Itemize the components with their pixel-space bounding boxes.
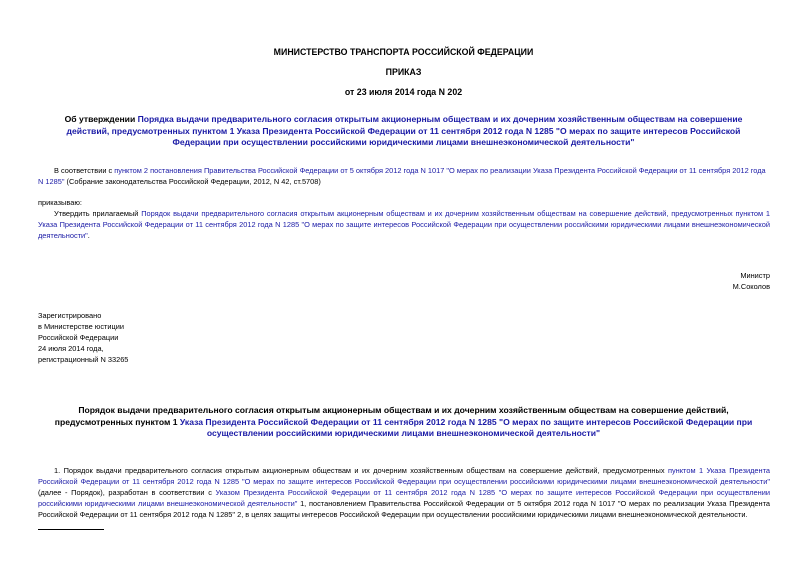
doc-type-heading: ПРИКАЗ	[385, 67, 422, 77]
registration-line: Российской Федерации	[38, 333, 119, 342]
registration-line: 24 июля 2014 года,	[38, 344, 104, 353]
section-title-part1: Порядок выдачи предварительного согласия открытым акционерным обществам и их дочерним хозяйственным обществам на совершение действий,	[78, 405, 729, 415]
doc-date-number: от 23 июля 2014 года N 202	[344, 87, 463, 97]
title-prefix: Об утверждении	[64, 114, 138, 124]
registration-block	[38, 310, 128, 365]
section-title-link[interactable]: Указа Президента Российской Федерации от 11 сентября 2012 года N 1285 "О мерах по защите интересов Российской Федерации при осуществлении российскими юридическими лицами внешнеэкономической деятельности"	[179, 416, 753, 438]
section-title-prefix: предусмотренных пунктом 1	[54, 416, 180, 427]
registration-line: в Министерстве юстиции	[38, 322, 125, 331]
signature-name: М.Соколов	[732, 282, 770, 291]
paragraph-1-link-1[interactable]: пунктом 1 Указа Президента Российской Федерации от 11 сентября 2012 года N 1285 "О мерах по защите интересов Российской Федерации при осуществлении российскими юридическими лицами внешнеэкономической деятельности"	[38, 466, 770, 486]
preamble-paragraph	[38, 165, 770, 187]
document-title	[52, 114, 755, 149]
paragraph-1-prefix: 1. Порядок выдачи предварительного согласия открытым акционерным обществам и их дочерним хозяйственным обществам на совершение действий, предусмотренных	[54, 466, 668, 475]
paragraph-1-suffix: 2, в целях защиты интересов Российской Федерации при осуществлении российскими юридическими лицами внешнеэкономической деятельности.	[235, 510, 748, 519]
paragraph-1-mid-2: 1, постановлением Правительства Российской Федерации от 5 октября 2012 года N 1017 "О мерах по реализации Указа Президента Российской Федерации от 11 сентября 2012 года N 1285"	[38, 499, 771, 519]
preamble-suffix: (Собрание законодательства Российской Федерации, 2012, N 42, ст.5708)	[64, 177, 321, 186]
registration-line: регистрационный N 33265	[38, 355, 129, 364]
signature-position: Министр	[740, 271, 770, 280]
order-suffix: .	[87, 231, 90, 240]
order-paragraph	[38, 208, 770, 241]
paragraph-1	[38, 465, 770, 520]
paragraph-1-mid-1: (далее - Порядок), разработан в соответствии с	[38, 488, 216, 497]
title-link[interactable]: Порядка выдачи предварительного согласия открытым акционерным обществам и их дочерним хозяйственным обществам на совершение действий, предусмотренных пунктом 1 Указа Президента Российской Федерации от 11 сентября 2012 года N 1285 "О мерах по защите интересов Российской Федерации при осуществлении российскими юридическими лицами внешнеэкономической деятельности"	[66, 114, 743, 147]
preamble-prefix: В соответствии с	[54, 166, 115, 175]
order-label: приказываю:	[38, 198, 82, 207]
order-prefix: Утвердить прилагаемый	[54, 209, 142, 218]
preamble-link[interactable]: пунктом 2 постановления Правительства Российской Федерации от 5 октября 2012 года N 1017 "О мерах по реализации Указа Президента Российской Федерации от 11 сентября 2012 года N 1285"	[38, 166, 766, 186]
registration-line: Зарегистрировано	[38, 311, 102, 320]
order-link[interactable]: Порядок выдачи предварительного согласия открытым акционерным обществам и их дочерним хозяйственным обществам на совершение действий, предусмотренных пунктом 1 Указа Президента Российской Федерации от 11 сентября 2012 года N 1285 "О мерах по защите интересов Российской Федерации при осуществлении российскими юридическими лицами внешнеэкономической деятельности"	[38, 209, 771, 240]
paragraph-1-link-2[interactable]: Указом Президента Российской Федерации от 11 сентября 2012 года N 1285 "О мерах по защите интересов Российской Федерации при осуществлении российскими юридическими лицами внешнеэкономической деятельности"	[38, 488, 770, 508]
ministry-heading: МИНИСТЕРСТВО ТРАНСПОРТА РОССИЙСКОЙ ФЕДЕРАЦИИ	[273, 47, 534, 57]
footnote-divider	[38, 529, 104, 530]
section-title	[45, 405, 762, 440]
